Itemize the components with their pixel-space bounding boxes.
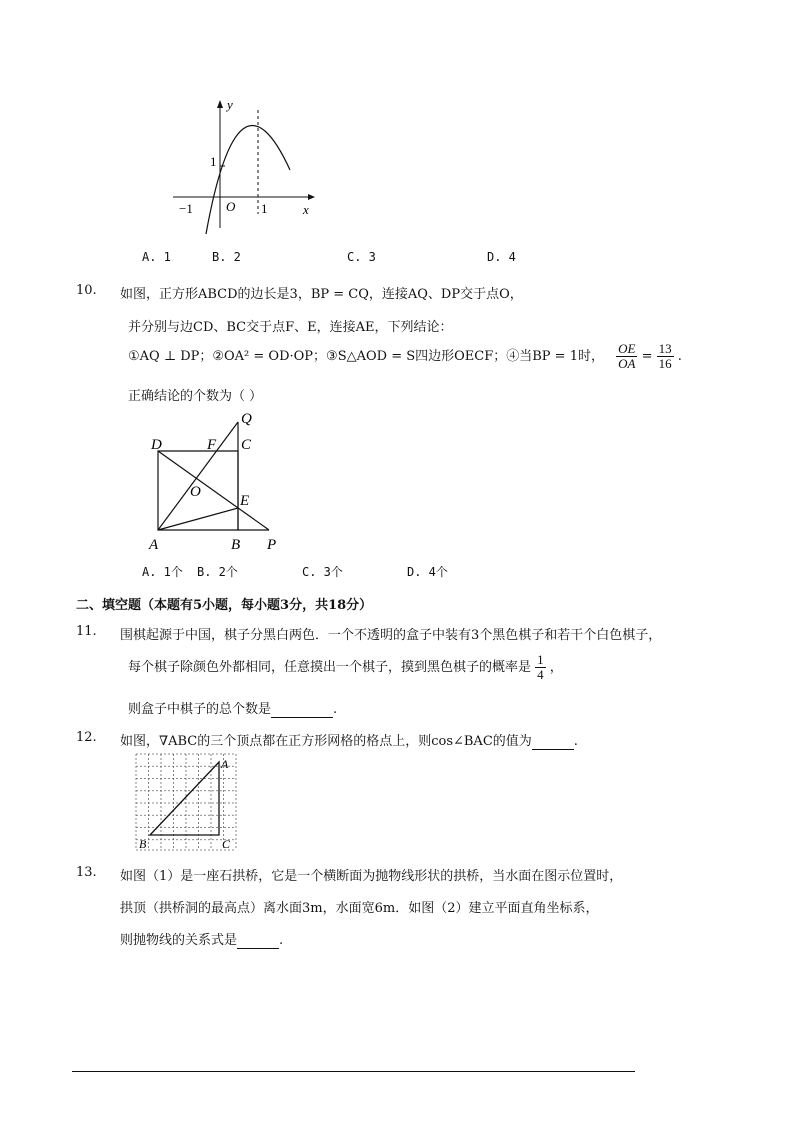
q10-value-num: 13 — [658, 340, 672, 356]
q9-parabola-graph — [168, 96, 318, 236]
q13-number: 13. — [76, 865, 97, 880]
grid-point-b: B — [139, 837, 147, 851]
tick-1: 1 — [261, 201, 268, 216]
q10-option-a[interactable]: A. 1个 — [142, 565, 183, 579]
q9-option-a[interactable]: A. 1 — [142, 250, 171, 264]
q10-ratio-fraction — [616, 342, 637, 372]
q10-line2: 并分别与边CD、BC交于点F、E，连接AE，下列结论： — [128, 320, 453, 335]
q9-option-b[interactable]: B. 2 — [212, 250, 241, 264]
point-p: P — [267, 537, 277, 553]
q10-ratio-den: OA — [618, 356, 636, 371]
tick-neg1: −1 — [179, 201, 193, 216]
q10-value-fraction — [657, 342, 674, 372]
q10-statements: ①AQ ⊥ DP；②OA² = OD·OP；③S△AOD = S四边形OECF；④当BP = 1时， — [128, 349, 604, 364]
point-f: F — [207, 437, 217, 453]
x-axis-label: x — [303, 202, 309, 217]
q11-prob-den: 4 — [537, 667, 544, 682]
q11-line3-end: . — [333, 702, 338, 717]
q10-ratio-num: OE — [618, 340, 636, 356]
point-d: D — [151, 437, 162, 453]
q12-number: 12. — [76, 730, 97, 745]
q11-line2-text: 每个棋子除颜色外都相同，任意摸出一个棋子，摸到黑色棋子的概率是 — [128, 660, 532, 675]
q9-option-c[interactable]: C. 3 — [347, 250, 376, 264]
q12-grid-figure — [134, 752, 240, 852]
point-o: O — [190, 484, 201, 500]
grid-point-a: A — [221, 757, 229, 771]
q10-option-d[interactable]: D. 4个 — [407, 565, 448, 579]
tick-y1: 1 — [210, 154, 217, 169]
q12-line1 — [120, 730, 578, 750]
q10-option-c[interactable]: C. 3个 — [302, 565, 343, 579]
point-c: C — [241, 437, 252, 453]
q13-line3 — [120, 929, 283, 949]
section2-heading: 二、填空题（本题有5小题，每小题3分，共18分） — [76, 598, 373, 613]
q11-answer-blank[interactable] — [271, 702, 333, 718]
point-e: E — [240, 493, 250, 509]
footer-rule — [72, 1071, 635, 1072]
q11-line3 — [128, 698, 337, 718]
q11-number: 11. — [76, 624, 97, 639]
q10-line3 — [128, 340, 682, 374]
q11-line3-text: 则盒子中棋子的总个数是 — [128, 702, 272, 717]
q13-line3-end: . — [279, 933, 284, 948]
q13-line2: 拱顶（拱桥洞的最高点）离水面3m，水面宽6m．如图（2）建立平面直角坐标系， — [120, 901, 599, 916]
q10-number: 10. — [76, 283, 97, 298]
grid-point-c: C — [222, 837, 231, 851]
q11-prob-num: 1 — [537, 651, 544, 667]
q11-line2-end: ， — [549, 660, 563, 675]
q13-line1: 如图（1）是一座石拱桥，它是一个横断面为抛物线形状的拱桥，当水面在图示位置时， — [120, 869, 623, 884]
q10-line3-end: . — [677, 349, 682, 364]
q10-value-den: 16 — [658, 356, 672, 371]
q10-option-b[interactable]: B. 2个 — [197, 565, 238, 579]
q12-line1-text: 如图，∇ABC的三个顶点都在正方形网格的格点上，则cos∠BAC的值为 — [120, 734, 532, 749]
q10-equals: = — [641, 349, 653, 364]
q11-line1: 围棋起源于中国，棋子分黑白两色．一个不透明的盒子中装有3个黑色棋子和若干个白色棋子， — [120, 628, 662, 643]
q11-probability-fraction — [535, 653, 546, 683]
q9-option-d[interactable]: D. 4 — [487, 250, 516, 264]
y-axis-label: y — [227, 97, 233, 112]
q12-answer-blank[interactable] — [532, 734, 574, 750]
point-b: B — [231, 537, 241, 553]
q10-square-figure — [145, 408, 295, 553]
point-a: A — [149, 537, 159, 553]
q10-line4: 正确结论的个数为（ ） — [128, 389, 263, 404]
q12-line1-end: . — [573, 734, 578, 749]
origin-label: O — [226, 199, 236, 214]
q13-answer-blank[interactable] — [237, 933, 279, 949]
q10-line1: 如图，正方形ABCD的边长是3，BP = CQ，连接AQ、DP交于点O， — [120, 287, 523, 302]
q11-line2 — [128, 650, 563, 686]
point-q: Q — [241, 411, 252, 427]
q13-line3-text: 则抛物线的关系式是 — [120, 933, 238, 948]
